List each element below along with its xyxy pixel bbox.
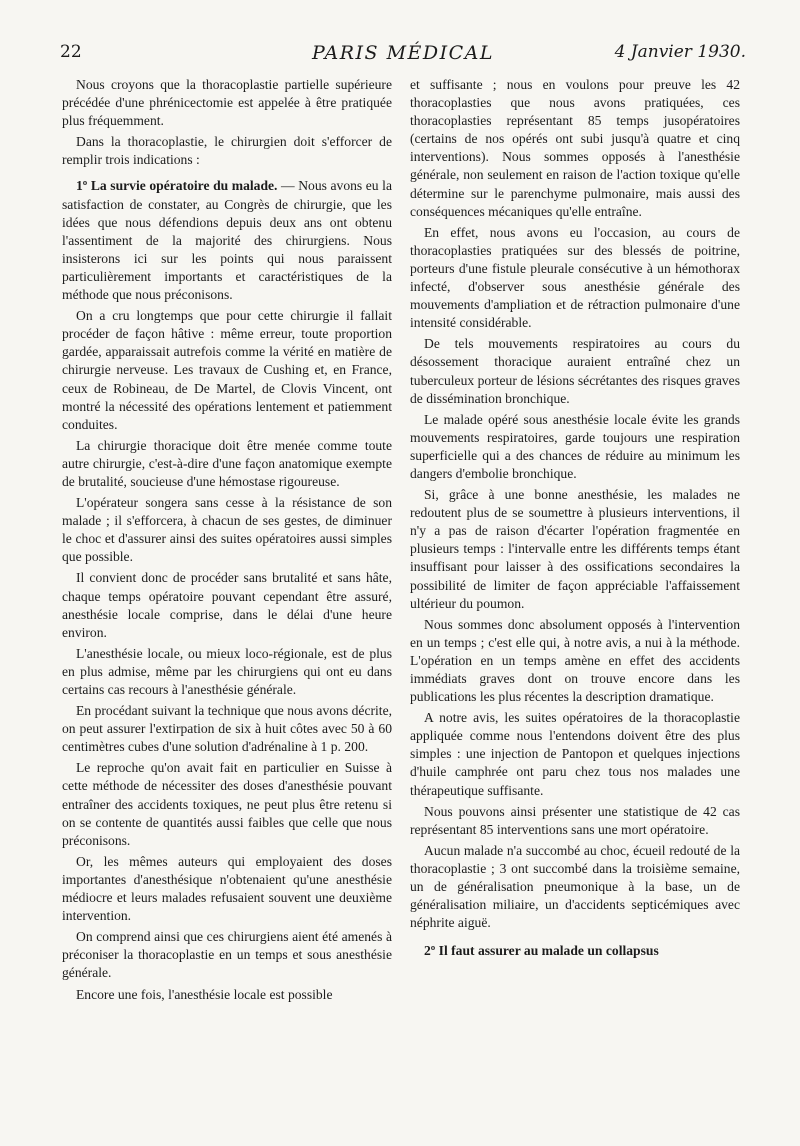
issue-date: 4 Janvier 1930. — [614, 42, 746, 62]
paragraph: De tels mouvements respiratoires au cours du désossement thoracique auraient entraîné chez un tuberculeux porteur de lésions sécrétantes des risques graves de dissémination bronchique. — [410, 336, 740, 406]
paragraph: On a cru longtemps que pour cette chirurgie il fallait procéder de façon hâtive : même erreur, toute proportion gardée, apparaissait autrefois comme la vérité en matière de chirurgie nerveuse. Les travaux de Cushing et, en France, ceux de Robineau, de De Martel, de Clovis Vincent, ont montré la nécessité des opérations lentement et patiemment conduites. — [62, 308, 392, 432]
paragraph: et suffisante ; nous en voulons pour preuve les 42 thoracoplasties que nous avons pratiquées, ces thoracoplasties représentant 85 temps jusopératoires (certains de nos opérés ont subi jusqu'à quatre et cinq interventions). Nous sommes opposés à l'anesthésie générale, non seulement en raison de l'action toxique qu'elle détermine sur le parenchyme pulmonaire, mais aussi des conséquences mécaniques qu'elle entraîne. — [410, 77, 740, 219]
paragraph: A notre avis, les suites opératoires de la thoracoplastie appliquée comme nous l'entendons doivent être des plus simples : une injection de Pantopon et quelques injections d'huile camphrée ont paru chez tous nos malades une thérapeutique suffisante. — [410, 710, 740, 798]
section-paragraph — [62, 177, 392, 304]
paragraph: En procédant suivant la technique que nous avons décrite, on peut assurer l'extirpation de six à huit côtes avec 50 à 60 centimètres cubes d'une solution d'adrénaline à 1 p. 200. — [62, 703, 392, 755]
right-column — [410, 76, 740, 963]
page-header — [60, 42, 746, 70]
paragraph: La chirurgie thoracique doit être menée comme toute autre chirurgie, c'est-à-dire d'une façon anatomique exempte de brutalité, soucieuse d'une hémostase rigoureuse. — [62, 437, 392, 489]
paragraph: Le reproche qu'on avait fait en particulier en Suisse à cette méthode de nécessiter des doses d'anesthésie pouvant entraîner des accidents toxiques, ne peut plus être retenu si on se contente de quantités aussi faibles que celle que nous préconisons. — [62, 760, 392, 848]
paragraph: L'anesthésie locale, ou mieux loco-régionale, est de plus en plus admise, même par les chirurgiens qui ont eu dans certains cas recours à l'anesthésie générale. — [62, 645, 392, 697]
paragraph: Nous croyons que la thoracoplastie partielle supérieure précédée d'une phrénicectomie est appelée à être pratiquée plus fréquemment. — [62, 77, 392, 129]
paragraph: En effet, nous avons eu l'occasion, au cours de thoracoplasties pratiquées sur des blessés de poitrine, porteurs d'une fistule pleurale consécutive à un hémothorax infecté, d'observer sous anesthésie générale des mouvements d'ampliation et de rétraction pulmonaire d'une intensité considérable. — [410, 224, 740, 331]
paragraph: Le malade opéré sous anesthésie locale évite les grands mouvements respiratoires, garde toujours une respiration superficielle qui a des chances de réduire au minimum les dangers d'embolie bronchique. — [410, 411, 740, 481]
section-heading: 1º La survie opératoire du malade. — [76, 178, 278, 194]
paragraph: Il convient donc de procéder sans brutalité et sans hâte, chaque temps opératoire pouvant cependant être assuré, anesthésie locale comprise, dans le délai d'une heure environ. — [62, 570, 392, 640]
section-heading: 2º Il faut assurer au malade un collapsus — [424, 943, 659, 959]
paragraph: L'opérateur songera sans cesse à la résistance de son malade ; il s'efforcera, à chacun de ses gestes, de diminuer le choc et d'assurer ainsi des suites opératoires aussi simples que possible. — [62, 495, 392, 565]
paragraph: Nous pouvons ainsi présenter une statistique de 42 cas représentant 85 interventions sans une mort opératoire. — [410, 803, 740, 837]
section-text: — Nous avons eu la satisfaction de constater, au Congrès de chirurgie, que les idées que nous défendions depuis deux ans ont obtenu l'assentiment de la majorité des chirurgiens. Nous insisterons ici sur les points qui nous paraissent particulièrement importants et caractéristiques de la méthode que nous préconisons. — [62, 178, 392, 303]
running-title: PARIS MÉDICAL — [311, 42, 495, 64]
paragraph: On comprend ainsi que ces chirurgiens aient été amenés à préconiser la thoracoplastie en un temps et sous anesthésie générale. — [62, 929, 392, 981]
paragraph: Or, les mêmes auteurs qui employaient des doses importantes d'anesthésique n'obtenaient qu'une anesthésie médiocre et leurs malades refusaient souvent une deuxième intervention. — [62, 853, 392, 924]
paragraph: Nous sommes donc absolument opposés à l'intervention en un temps ; c'est elle qui, à notre avis, a nui à la méthode. L'opération en un temps amène en effet des accidents immédiats graves dont on trouve encore dans les publications les plus récentes la description dramatique. — [410, 616, 740, 705]
left-column — [62, 76, 392, 1007]
paragraph: Dans la thoracoplastie, le chirurgien doit s'efforcer de remplir trois indications : — [62, 134, 392, 168]
paragraph: Si, grâce à une bonne anesthésie, les malades ne redoutent plus de se soumettre à plusieurs interventions, il n'y a pas de raison d'écarter l'opération fragmentée en plusieurs temps : l'intervalle entre les différents temps étant insuffisant pour laisser à des ossifications secondaires la possibilité de limiter de façon appréciable l'affaissement ultérieur du poumon. — [410, 487, 740, 611]
page-number: 22 — [60, 42, 82, 62]
paragraph: Encore une fois, l'anesthésie locale est possible — [76, 986, 333, 1002]
paragraph: Aucun malade n'a succombé au choc, écueil redouté de la thoracoplastie ; 3 ont succombé dans la troisième semaine, un de généralisation pneumonique à la base, un de généralisation miliaire, un d'accidents septicémiques avec néphrite aiguë. — [410, 842, 740, 931]
